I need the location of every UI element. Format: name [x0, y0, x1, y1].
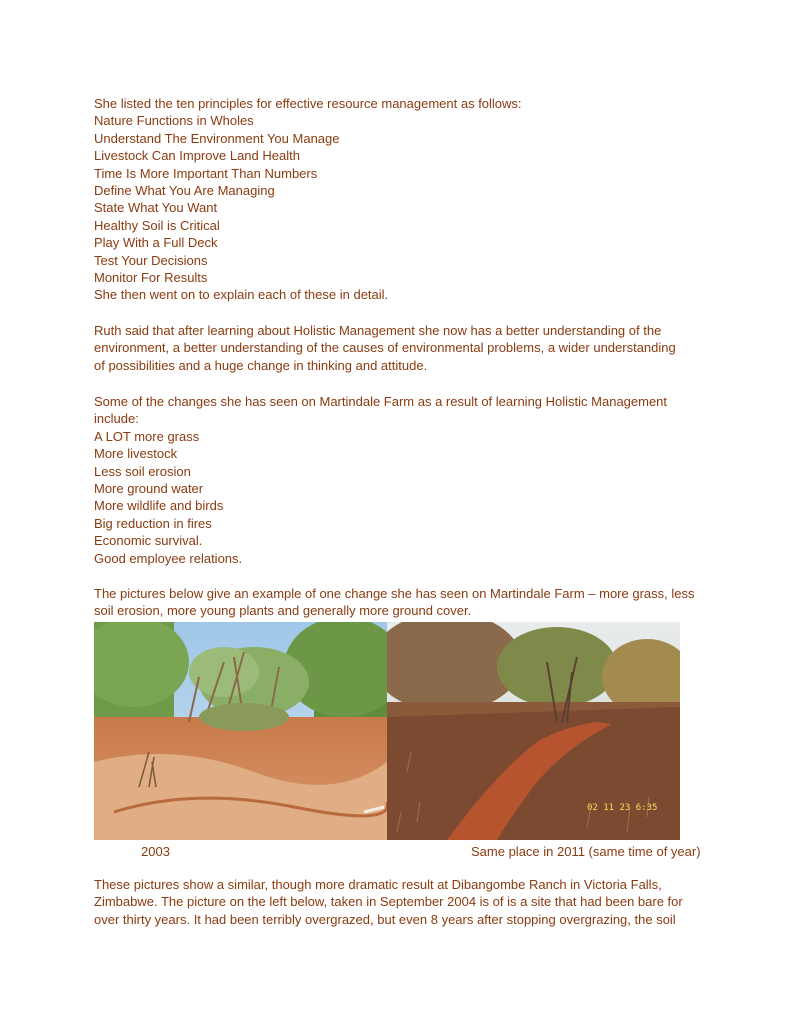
change-item: Less soil erosion [94, 463, 191, 479]
paragraph-line: Some of the changes she has seen on Martindale Farm as a result of learning Holistic Management [94, 394, 668, 409]
principle-item: State What You Want [94, 200, 218, 216]
dibangombe-paragraph [94, 876, 714, 928]
principle-item: Livestock Can Improve Land Health [94, 148, 300, 164]
principle-item: Monitor For Results [94, 270, 208, 286]
paragraph-line: include: [94, 411, 139, 427]
principles-intro: She listed the ten principles for effective resource management as follows: [94, 96, 522, 111]
ruth-paragraph [94, 322, 714, 374]
photo-datestamp: 02 11 23 6:35 [587, 803, 658, 813]
photo-2011 [387, 622, 680, 840]
caption-2003: 2003 [141, 844, 170, 859]
change-item: More wildlife and birds [94, 498, 224, 514]
paragraph-line: over thirty years. It had been terribly overgrazed, but even 8 years after stopping overgrazing, the soil [94, 911, 676, 927]
principle-item: Understand The Environment You Manage [94, 130, 340, 146]
principles-section [94, 95, 714, 304]
paragraph-line: of possibilities and a huge change in thinking and attitude. [94, 357, 428, 373]
changes-section [94, 393, 714, 567]
principle-item: Play With a Full Deck [94, 235, 218, 251]
change-item: Big reduction in fires [94, 515, 212, 531]
change-item: More ground water [94, 481, 204, 497]
principle-item: Nature Functions in Wholes [94, 113, 254, 129]
principle-item: Time Is More Important Than Numbers [94, 165, 318, 181]
change-item: Good employee relations. [94, 550, 243, 566]
paragraph-line: environment, a better understanding of the causes of environmental problems, a wider understanding [94, 340, 676, 356]
principle-item: Define What You Are Managing [94, 183, 275, 199]
change-item: Economic survival. [94, 533, 203, 549]
paragraph-line: These pictures show a similar, though more dramatic result at Dibangombe Ranch in Victoria Falls, [94, 877, 662, 892]
change-item: A LOT more grass [94, 428, 200, 444]
caption-2011: Same place in 2011 (same time of year) [471, 844, 701, 859]
principle-item: Test Your Decisions [94, 252, 208, 268]
photo-pair [94, 622, 680, 840]
paragraph-line: Ruth said that after learning about Holistic Management she now has a better understanding of the [94, 323, 662, 338]
principles-outro: She then went on to explain each of these in detail. [94, 287, 389, 303]
pictures-paragraph [94, 585, 714, 620]
change-item: More livestock [94, 446, 178, 462]
paragraph-line: The pictures below give an example of one change she has seen on Martindale Farm – more grass, less [94, 586, 695, 601]
principle-item: Healthy Soil is Critical [94, 217, 220, 233]
photo-2003 [94, 622, 387, 840]
paragraph-line: soil erosion, more young plants and generally more ground cover. [94, 603, 472, 619]
paragraph-line: Zimbabwe. The picture on the left below, taken in September 2004 is of is a site that had been bare for [94, 894, 683, 910]
